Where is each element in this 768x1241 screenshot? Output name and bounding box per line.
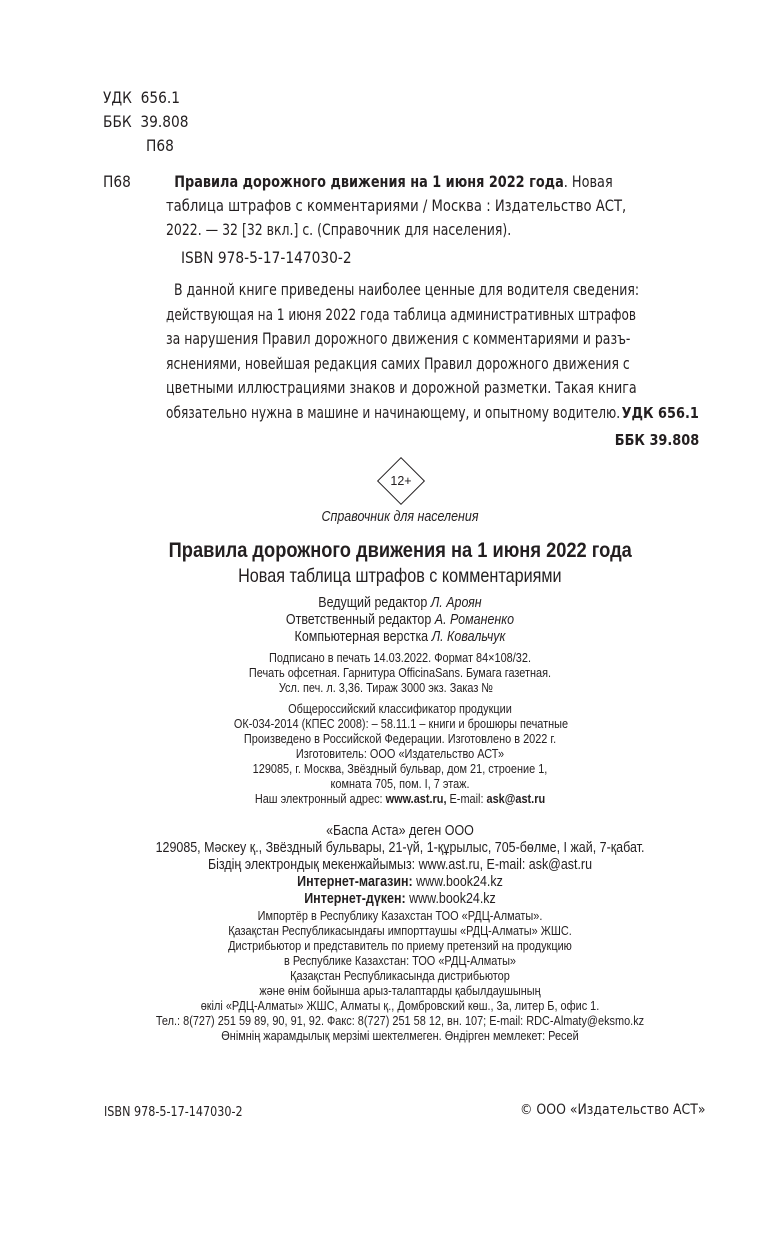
biblio-line-1-rest: . Новая [563, 173, 613, 191]
author-mark: П68 [146, 136, 174, 155]
annotation-line: В данной книге приведены наиболее ценные для водителя сведения: [174, 281, 640, 299]
kz-line: және өнім бойынша арыз-талаптарды қабылдаушының [259, 983, 541, 998]
credit-name: Л. Ароян [430, 595, 482, 611]
isbn-top: ISBN 978-5-17-147030-2 [181, 248, 352, 267]
biblio-mark: П68 [103, 172, 131, 191]
credit-layout [56, 629, 744, 645]
annotation-udk: УДК 656.1 [621, 404, 699, 422]
kz-line: Біздің электрондық мекенжайымыз: www.ast.ru, E-mail: ask@ast.ru [207, 857, 593, 873]
biblio-line-2: таблица штрафов с комментариями / Москва : Издательство АСТ, [166, 197, 627, 215]
kz-line: Қазақстан Республикасында дистрибьютор [290, 968, 510, 983]
email-link[interactable]: ask@ast.ru [486, 791, 546, 806]
classification-line: ОК-034-2014 (КПЕС 2008): – 58.11.1 – книги и брошюры печатные [233, 716, 569, 731]
annotation-line: обязательно нужна в машине и начинающему, и опытному водителю. [166, 403, 621, 422]
bbk-line [103, 110, 189, 134]
shop-kz-label: Интернет-дүкен: [304, 891, 406, 907]
classification-line: Общероссийский классификатор продукции [288, 701, 512, 716]
credit-role: Ведущий редактор [318, 595, 428, 611]
website-link[interactable]: www.ast.ru, [385, 791, 447, 806]
classification-line: комната 705, пом. I, 7 этаж. [330, 776, 470, 791]
annotation-line: действующая на 1 июня 2022 года таблица административных штрафов [166, 305, 637, 324]
contact-prefix: Наш электронный адрес: [254, 791, 386, 806]
book-subtitle: Новая таблица штрафов с комментариями [238, 565, 562, 587]
udk-label: УДК [103, 88, 132, 107]
kz-line: Тел.: 8(727) 251 59 89, 90, 91, 92. Факс: 8(727) 251 58 12, вн. 107; E-mail: RDC-Almaty@eksmo.kz [155, 1013, 645, 1028]
credit-name: Л. Ковальчук [431, 629, 506, 645]
contact-line [64, 791, 736, 806]
footer-copyright: © ООО «Издательство АСТ» [520, 1102, 706, 1118]
shop-ru-label: Интернет-магазин: [297, 874, 413, 890]
kz-line: «Баспа Аста» деген ООО [326, 823, 474, 839]
age-rating-label: 12+ [390, 474, 412, 488]
bbk-value: 39.808 [140, 112, 189, 131]
annotation-line: яснениями, новейшая редакция самих Правил дорожного движения с [166, 354, 630, 373]
classification-line: 129085, г. Москва, Звёздный бульвар, дом 21, строение 1, [252, 761, 548, 776]
print-info-line: Печать офсетная. Гарнитура OfficinaSans. Бумага газетная. [248, 665, 552, 680]
kz-line: Қазақстан Республикасындағы импорттаушы «РДЦ-Алматы» ЖШС. [228, 923, 572, 938]
print-info-line: Подписано в печать 14.03.2022. Формат 84×108/32. [269, 650, 531, 665]
shop-kz-line [56, 891, 744, 907]
kz-line: в Республике Казахстан: ТОО «РДЦ-Алматы» [283, 953, 516, 968]
shop-kz-link[interactable]: www.book24.kz [405, 891, 496, 907]
credit-responsible-editor [56, 612, 744, 628]
book-title: Правила дорожного движения на 1 июня 2022 года [168, 539, 632, 562]
kz-line: Өнімнің жарамдылық мерзімі шектелмеген. Өндірген мемлекет: Ресей [221, 1028, 579, 1043]
biblio-line-1 [166, 170, 613, 194]
series-name: Справочник для населения [321, 509, 479, 525]
kz-line: 129085, Мәскеу қ., Звёздный бульвары, 21-үй, 1-құрылыс, 705-бөлме, I жай, 7-қабат. [155, 840, 645, 856]
udk-value: 656.1 [140, 88, 181, 107]
biblio-line-3: 2022. — 32 [32 вкл.] с. (Справочник для населения). [166, 221, 512, 239]
kz-line: өкілі «РДЦ-Алматы» ЖШС, Алматы қ., Домбровский көш., 3а, литер Б, офис 1. [200, 998, 600, 1013]
shop-ru-line [56, 874, 744, 890]
credit-name: А. Романенко [434, 612, 515, 628]
classification-line: Произведено в Российской Федерации. Изготовлено в 2022 г. [243, 731, 557, 746]
email-prefix: E-mail: [446, 791, 487, 806]
print-info-line: Усл. печ. л. 3,36. Тираж 3000 экз. Заказ № [278, 680, 494, 695]
annotation-bbk: ББК 39.808 [614, 431, 699, 449]
credit-role: Компьютерная верстка [294, 629, 429, 645]
credit-lead-editor [56, 595, 744, 611]
classification-line: Изготовитель: ООО «Издательство АСТ» [295, 746, 505, 761]
kz-line: Импортёр в Республику Казахстан ТОО «РДЦ-Алматы». [257, 908, 543, 923]
annotation-line: за нарушения Правил дорожного движения с комментариями и разъ- [166, 330, 631, 348]
shop-ru-link[interactable]: www.book24.kz [412, 874, 503, 890]
annotation [166, 278, 699, 425]
annotation-line: цветными иллюстрациями знаков и дорожной разметки. Такая книга [166, 379, 637, 397]
kz-line: Дистрибьютор и представитель по приему претензий на продукцию [228, 938, 572, 953]
bibliographic-record [166, 170, 699, 242]
credit-role: Ответственный редактор [285, 612, 432, 628]
footer-isbn: ISBN 978-5-17-147030-2 [104, 1105, 243, 1120]
bbk-label: ББК [103, 112, 132, 131]
udk-line [103, 86, 180, 110]
biblio-title: Правила дорожного движения на 1 июня 2022 года [174, 173, 564, 191]
